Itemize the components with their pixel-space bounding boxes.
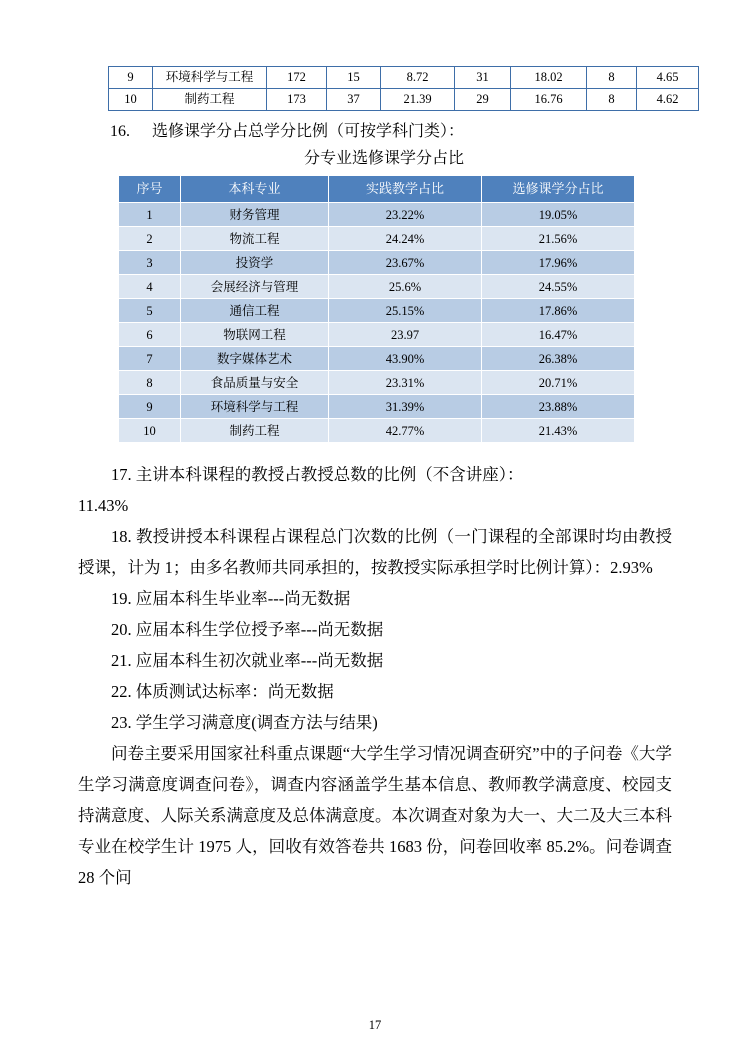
- table-cell: 31: [455, 67, 511, 89]
- list-item-20: 20. 应届本科生学位授予率---尚无数据: [111, 620, 384, 639]
- table-cell: 21.43%: [482, 419, 635, 443]
- table-cell: 17.96%: [482, 251, 635, 275]
- table-row: [109, 67, 699, 89]
- table-cell: 37: [327, 89, 381, 111]
- table-cell: 4.62: [637, 89, 699, 111]
- list-item-23: 23. 学生学习满意度(调查方法与结果): [111, 713, 378, 732]
- table-cell: 物联网工程: [181, 323, 329, 347]
- table-cell: 31.39%: [329, 395, 482, 419]
- table-cell: 9: [109, 67, 153, 89]
- table-cell: 10: [119, 419, 181, 443]
- table-cell: 2: [119, 227, 181, 251]
- table-cell: 16.76: [511, 89, 587, 111]
- table-cell: 29: [455, 89, 511, 111]
- table-cell: 5: [119, 299, 181, 323]
- table-cell: 26.38%: [482, 347, 635, 371]
- list-item-22: 22. 体质测试达标率：尚无数据: [111, 682, 334, 701]
- table-cell: 会展经济与管理: [181, 275, 329, 299]
- table-cell: 10: [109, 89, 153, 111]
- table-row: [119, 203, 635, 227]
- table-cell: 173: [267, 89, 327, 111]
- table-cell: 8: [119, 371, 181, 395]
- table-row: [119, 371, 635, 395]
- table-cell: 24.55%: [482, 275, 635, 299]
- table-row: [119, 395, 635, 419]
- section-23-paragraph: 问卷主要采用国家社科重点课题“大学生学习情况调查研究”中的子问卷《大学生学习满意度调查问卷》，调查内容涵盖学生基本信息、教师教学满意度、校园支持满意度、人际关系满意度及总体满意度。本次调查对象为大一、大二及大三本科专业在校学生计 1975 人，回收有效答卷共 1683 份，问卷回收率 85.2%。问卷调查 28 个问: [78, 744, 672, 887]
- table-row: [119, 323, 635, 347]
- table-cell: 8: [587, 67, 637, 89]
- table-cell: 23.67%: [329, 251, 482, 275]
- table-row: [119, 275, 635, 299]
- table-cell: 19.05%: [482, 203, 635, 227]
- table-cell: 7: [119, 347, 181, 371]
- table-cell: 16.47%: [482, 323, 635, 347]
- table-cell: 通信工程: [181, 299, 329, 323]
- table-cell: 24.24%: [329, 227, 482, 251]
- table-cell: 财务管理: [181, 203, 329, 227]
- table-cell: 25.15%: [329, 299, 482, 323]
- table-cell: 18.02: [511, 67, 587, 89]
- table-cell: 25.6%: [329, 275, 482, 299]
- table-cell: 3: [119, 251, 181, 275]
- continued-data-table: [108, 66, 699, 111]
- page-number: 17: [368, 1018, 382, 1032]
- section-16-subtitle: 分专业选修课学分占比: [303, 150, 464, 167]
- table-cell: 制药工程: [153, 89, 267, 111]
- table-cell: 42.77%: [329, 419, 482, 443]
- list-item-19: 19. 应届本科生毕业率---尚无数据: [111, 589, 351, 608]
- table-cell: 1: [119, 203, 181, 227]
- table-cell: 6: [119, 323, 181, 347]
- table-cell: 4.65: [637, 67, 699, 89]
- table-cell: 数字媒体艺术: [181, 347, 329, 371]
- table-cell: 43.90%: [329, 347, 482, 371]
- table-cell: 9: [119, 395, 181, 419]
- table-cell: 21.56%: [482, 227, 635, 251]
- table-cell: 15: [327, 67, 381, 89]
- table-header-cell: 本科专业: [181, 176, 329, 203]
- table-cell: 21.39: [381, 89, 455, 111]
- table-cell: 投资学: [181, 251, 329, 275]
- table-cell: 23.22%: [329, 203, 482, 227]
- section-17-line2: 11.43%: [78, 496, 129, 515]
- table-header-cell: 序号: [119, 176, 181, 203]
- table-cell: 17.86%: [482, 299, 635, 323]
- table-cell: 环境科学与工程: [181, 395, 329, 419]
- elective-credit-table: [118, 175, 635, 443]
- list-item-21: 21. 应届本科生初次就业率---尚无数据: [111, 651, 384, 670]
- table-row: [119, 347, 635, 371]
- section-16-title: 选修课学分占总学分比例（可按学科门类）：: [152, 123, 465, 140]
- table-cell: 制药工程: [181, 419, 329, 443]
- table-row: [119, 419, 635, 443]
- page-content: [78, 66, 679, 893]
- table-row: [119, 299, 635, 323]
- table-cell: 4: [119, 275, 181, 299]
- table-cell: 食品质量与安全: [181, 371, 329, 395]
- table-header-cell: 实践教学占比: [329, 176, 482, 203]
- section-17-line1: 17. 主讲本科课程的教授占教授总数的比例（不含讲座）：: [111, 465, 524, 484]
- table-cell: 20.71%: [482, 371, 635, 395]
- table-header-row: [119, 176, 635, 203]
- section-16-heading: [78, 118, 672, 146]
- table-cell: 172: [267, 67, 327, 89]
- table-cell: 环境科学与工程: [153, 67, 267, 89]
- section-18-text: 18. 教授讲授本科课程占课程总门次数的比例（一门课程的全部课时均由教授授课，计为 1；由多名教师共同承担的，按教授实际承担学时比例计算）：2.93%: [78, 527, 672, 577]
- table-row: [119, 227, 635, 251]
- table-cell: 8: [587, 89, 637, 111]
- table-cell: 23.97: [329, 323, 482, 347]
- section-16-number: 16.: [110, 123, 130, 140]
- table-cell: 23.88%: [482, 395, 635, 419]
- table-cell: 23.31%: [329, 371, 482, 395]
- table-row: [119, 251, 635, 275]
- table-header-cell: 选修课学分占比: [482, 176, 635, 203]
- table-row: [109, 89, 699, 111]
- table-cell: 8.72: [381, 67, 455, 89]
- table-cell: 物流工程: [181, 227, 329, 251]
